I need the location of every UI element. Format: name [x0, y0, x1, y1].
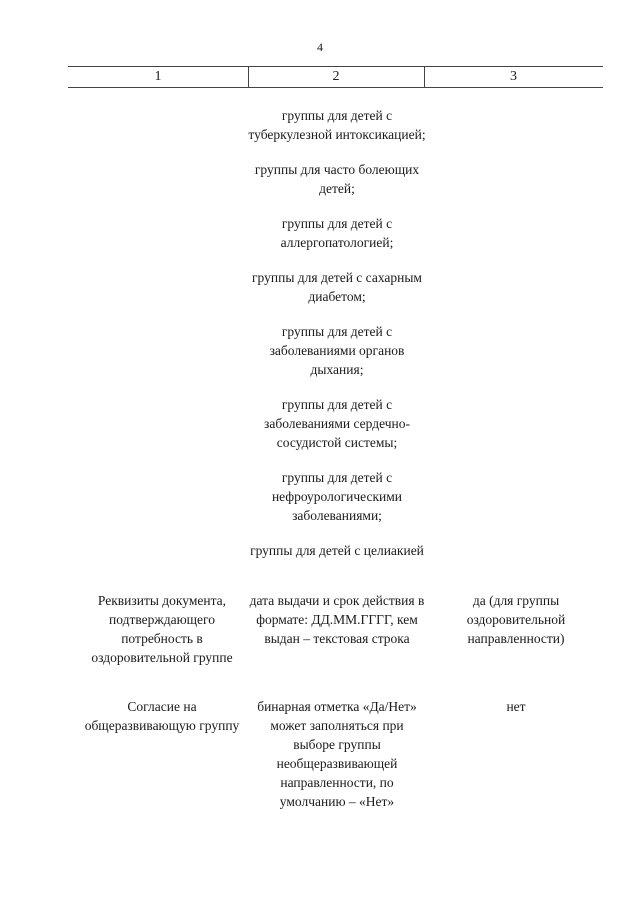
header-col-3: 3 — [510, 69, 517, 84]
group-item: группы для детей с туберкулезной интоксикацией; — [248, 108, 426, 142]
row-consent-name: Согласие на общеразвивающую группу — [84, 699, 240, 733]
row-document-required: да (для группы оздоровительной направленности) — [466, 593, 566, 646]
group-item: группы для часто болеющих детей; — [254, 162, 420, 196]
table-header-row — [68, 66, 603, 88]
page-number: 4 — [317, 40, 323, 54]
group-item: группы для детей с заболеваниями сердечно-сосудистой системы; — [264, 397, 410, 450]
header-col-2: 2 — [248, 67, 425, 87]
row-document-name: Реквизиты документа, подтверждающего потребность в оздоровительной группе — [91, 593, 233, 665]
row-consent-description: бинарная отметка «Да/Нет» может заполняться при выборе группы необщеразвивающей направленности, по умолчанию – «Нет» — [257, 699, 417, 809]
group-item: группы для детей с заболеваниями органов дыхания; — [269, 324, 405, 377]
group-item: группы для детей с сахарным диабетом; — [252, 270, 422, 304]
header-col-1: 1 — [68, 67, 249, 87]
groups-list — [248, 106, 426, 576]
group-item: группы для детей с нефроурологическими заболеваниями; — [271, 470, 403, 523]
row-document-description: дата выдачи и срок действия в формате: ДД.ММ.ГГГГ, кем выдан – текстовая строка — [249, 593, 425, 646]
group-item: группы для детей с аллергопатологией; — [280, 216, 394, 250]
row-consent-required: нет — [506, 699, 526, 714]
group-item: группы для детей с целиакией — [250, 543, 424, 558]
